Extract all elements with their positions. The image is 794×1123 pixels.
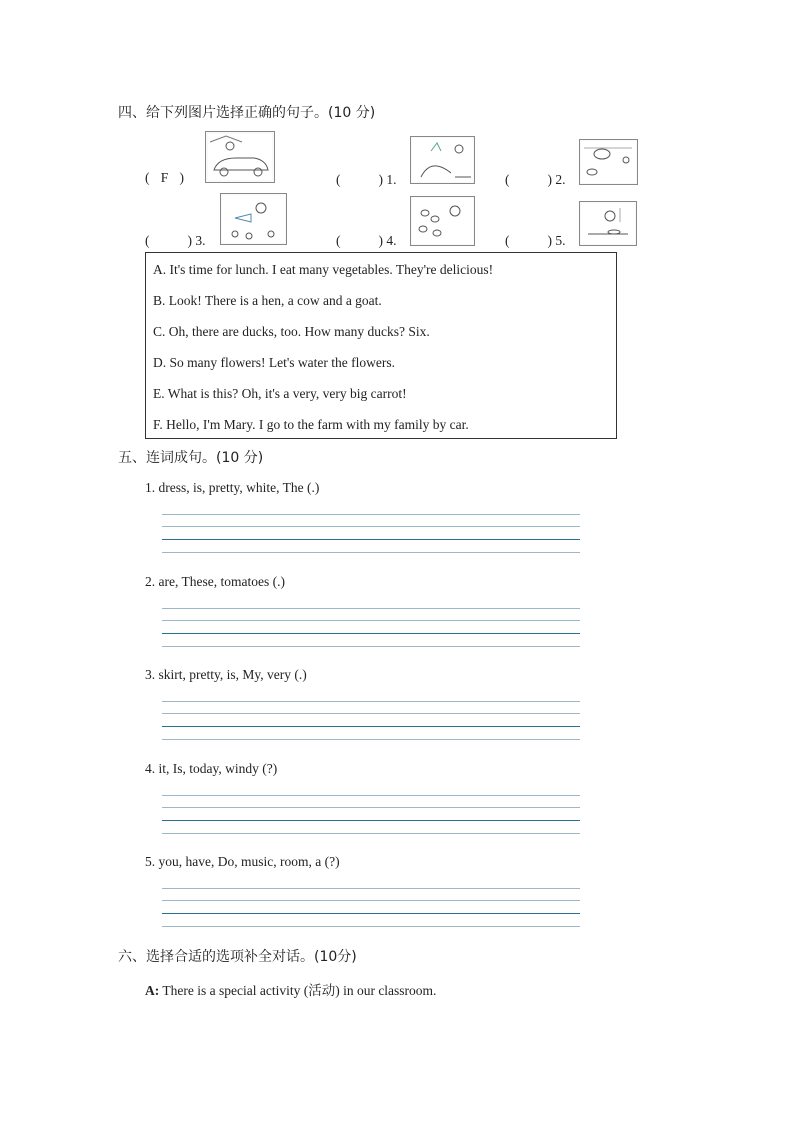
option-c: C. Oh, there are ducks, too. How many ducks? Six. [153, 324, 430, 339]
option-d: D. So many flowers! Let's water the flowers. [153, 355, 395, 370]
answer-blank-0[interactable]: F [160, 170, 169, 185]
section5-title: 五、连词成句。(10 分) [118, 450, 264, 466]
section4-title: 四、给下列图片选择正确的句子。(10 分) [118, 105, 376, 121]
options-box [145, 252, 617, 439]
answer-item-2: ( ) 2. [505, 172, 566, 187]
answer-item-4: ( ) 4. [336, 233, 397, 248]
picture-lunch-vegetables [579, 201, 637, 246]
writing-lines-4[interactable] [162, 795, 580, 837]
reorder-question-4: 4. it, Is, today, windy (?) [145, 761, 278, 776]
writing-lines-5[interactable] [162, 888, 580, 930]
option-f: F. Hello, I'm Mary. I go to the farm with my family by car. [153, 417, 469, 432]
reorder-question-5: 5. you, have, Do, music, room, a (?) [145, 854, 340, 869]
picture-big-carrot [410, 136, 475, 184]
dialogue-line-a [145, 979, 436, 999]
picture-water-flowers [220, 193, 287, 245]
option-e: E. What is this? Oh, it's a very, very big carrot! [153, 386, 407, 401]
writing-lines-2[interactable] [162, 608, 580, 650]
speaker-label: A: [145, 983, 160, 998]
reorder-question-2: 2. are, These, tomatoes (.) [145, 574, 285, 589]
picture-farm-animals [579, 139, 638, 185]
answer-item-5: ( ) 5. [505, 233, 566, 248]
picture-family-car [205, 131, 275, 183]
writing-lines-3[interactable] [162, 701, 580, 743]
option-b: B. Look! There is a hen, a cow and a goat. [153, 293, 382, 308]
option-a: A. It's time for lunch. I eat many vegetables. They're delicious! [153, 262, 494, 277]
answer-item-3: ( ) 3. [145, 233, 206, 248]
picture-ducks [410, 196, 475, 246]
answer-item-0: ( F ) [145, 170, 184, 185]
answer-item-1: ( ) 1. [336, 172, 397, 187]
writing-lines-1[interactable] [162, 514, 580, 556]
section6-title: 六、选择合适的选项补全对话。(10分) [118, 949, 357, 965]
reorder-question-1: 1. dress, is, pretty, white, The (.) [145, 480, 320, 495]
reorder-question-3: 3. skirt, pretty, is, My, very (.) [145, 667, 307, 682]
dialogue-text: There is a special activity (活动) in our classroom. [162, 983, 437, 998]
